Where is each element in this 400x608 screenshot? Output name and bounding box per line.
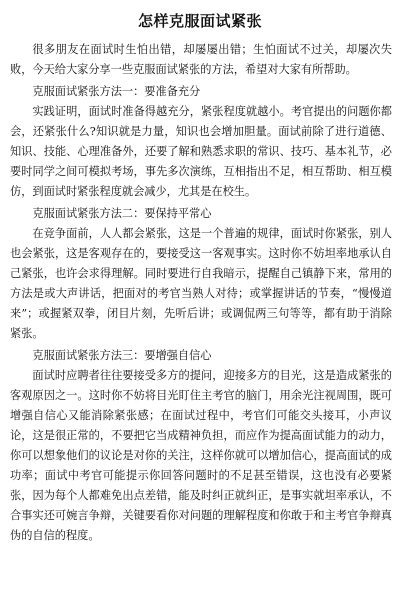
section-heading-2: 克服面试紧张方法二：要保持平常心 [32, 207, 212, 220]
section-body-1: 实践证明，面试时准备得越充分，紧张程度就越小。考官提出的问题你都会，还紧张什么?知识就是力量，知识也会增加胆量。面试前除了进行道德、知识、技能、心理准备外，还要了解和熟悉求职的常识、技巧、基本礼节，必要时同学之间可模拟考场，事先多次演练，互相指出不足，相互帮助、相互模仿，到面试时紧张程度就会减少，尤其是在校生。 [10, 105, 392, 198]
section-body-2: 在竞争面前，人人都会紧张，这是一个普遍的规律，面试时你紧张，别人也会紧张，这是客观存在的，要接受这一客观事实。这时你不妨坦率地承认自己紧张，也许会求得理解。同时要进行自我暗示，提醒自己镇静下来，常用的方法是或大声讲话，把面对的考官当熟人对待；或掌握讲话的节奏，“慢慢道来”；或握紧双拳，闭目片刻，先听后讲；或调侃两三句等等，都有助于消除紧张。 [10, 227, 392, 340]
section-body-3: 面试时应聘者往往要接受多方的提问，迎接多方的目光，这是造成紧张的客观原因之一。这时你不妨将目光盯住主考官的脑门，用余光注视周围，既可增强自信心又能消除紧张感；在面试过程中，考官们可能交头接耳，小声议论，这是很正常的，不要把它当成精神负担，而应作为提高面试能力的动力，你可以想象他们的议论是对你的关注，这样你就可以增加信心，提高面试的成功率；面试中考官可能提示你回答问题时的不足甚至错误，这也没有必要紧张，因为每个人都难免出点差错，能及时纠正就纠正，是事实就坦率承认，不合事实还可婉言争辩，关键要看你对问题的理解程度和你敢于和主考官争辩真伪的自信的程度。 [10, 369, 392, 542]
document-body [10, 40, 392, 546]
section-heading-1: 克服面试紧张方法一：要准备充分 [32, 85, 201, 98]
page-title: 怎样克服面试紧张 [137, 12, 262, 30]
section-heading-3: 克服面试紧张方法三：要增强自信心 [32, 349, 212, 362]
intro-paragraph: 很多朋友在面试时生怕出错，却屡屡出错；生怕面试不过关，却屡次失败，今天给大家分享一些克服面试紧张的方法，希望对大家有所帮助。 [10, 43, 392, 76]
